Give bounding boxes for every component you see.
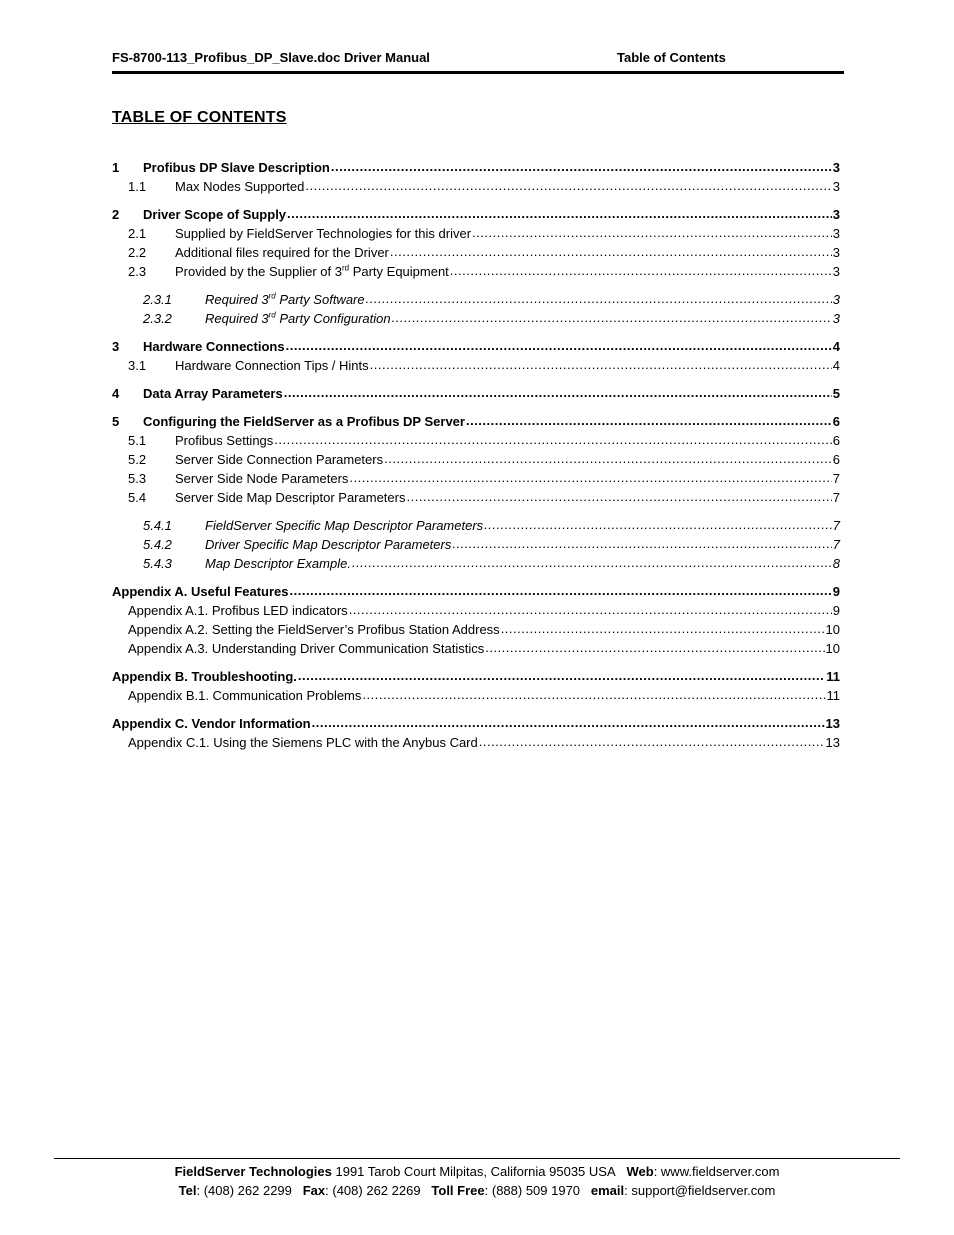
toc-leader-dots xyxy=(362,685,825,704)
toc-entry[interactable] xyxy=(112,554,840,573)
toc-entry-page: 3 xyxy=(832,226,840,241)
footer-address: 1991 Tarob Court Milpitas, California 95035 USA xyxy=(335,1164,616,1179)
toc-entry-title: Driver Specific Map Descriptor Parameters xyxy=(205,537,452,552)
toc-entry-title: Appendix A. Useful Features xyxy=(112,584,289,599)
toc-entry-title: Max Nodes Supported xyxy=(175,179,305,194)
toc-entry-title: Hardware Connections xyxy=(143,339,285,354)
toc-entry-page: 7 xyxy=(832,537,840,552)
toc-leader-dots xyxy=(450,261,832,280)
footer-fax-label: Fax xyxy=(302,1183,326,1198)
footer-company: FieldServer Technologies xyxy=(174,1164,332,1179)
toc-entry-number: 4 xyxy=(112,386,120,401)
toc-leader-dots xyxy=(287,204,832,223)
toc-entry-page: 11 xyxy=(826,688,840,703)
toc-entry[interactable] xyxy=(112,384,840,403)
toc-entry-page: 11 xyxy=(826,669,840,684)
toc-leader-dots xyxy=(452,534,831,553)
footer-email-label: email xyxy=(590,1183,625,1198)
toc-leader-dots xyxy=(366,289,832,308)
footer-web-label: Web xyxy=(626,1164,654,1179)
toc-leader-dots xyxy=(274,430,831,449)
toc-entry-page: 10 xyxy=(825,641,840,656)
toc-entry-number: 1 xyxy=(112,160,120,175)
toc-entry[interactable] xyxy=(112,309,840,328)
toc-entry-title: Profibus DP Slave Description xyxy=(143,160,330,175)
toc-entry-number: 5.4.2 xyxy=(143,537,172,552)
toc-entry-title: Additional files required for the Driver xyxy=(175,245,389,260)
toc-entry-page: 4 xyxy=(832,339,840,354)
toc-entry-number: 3.1 xyxy=(128,358,147,373)
toc-entry-number: 2.2 xyxy=(128,245,147,260)
toc-entry-number: 5.2 xyxy=(128,452,147,467)
toc-entry[interactable] xyxy=(112,516,840,535)
toc-entry-page: 13 xyxy=(825,735,840,750)
toc-leader-dots xyxy=(284,383,832,402)
toc-entry[interactable] xyxy=(112,488,840,507)
toc-entry-number: 3 xyxy=(112,339,120,354)
footer-line-2: Tel: (408) 262 2299 Fax: (408) 262 2269 Toll Free: (888) 509 1970 email: support@fieldserver.com xyxy=(178,1183,776,1198)
toc-entry[interactable] xyxy=(112,205,840,224)
toc-leader-dots xyxy=(349,600,832,619)
toc-entry[interactable] xyxy=(112,337,840,356)
toc-entry-number: 2.3.1 xyxy=(143,292,172,307)
toc-entry-page: 7 xyxy=(832,518,840,533)
toc-entry-title: Appendix C. Vendor Information xyxy=(112,716,311,731)
toc-entry-title: Data Array Parameters xyxy=(143,386,283,401)
footer-tel: (408) 262 2299 xyxy=(203,1183,292,1198)
toc-entry-page: 5 xyxy=(832,386,840,401)
toc-entry-page: 3 xyxy=(832,160,840,175)
toc-entry-page: 13 xyxy=(825,716,840,731)
toc-entry-page: 7 xyxy=(832,471,840,486)
toc-entry-title: Hardware Connection Tips / Hints xyxy=(175,358,369,373)
toc-entry[interactable] xyxy=(112,177,840,196)
toc-heading: TABLE OF CONTENTS xyxy=(112,109,287,126)
toc-entry-title: Driver Scope of Supply xyxy=(143,207,287,222)
toc-entry-number: 5.4.3 xyxy=(143,556,172,571)
toc-leader-dots xyxy=(312,713,825,732)
document-name: FS-8700-113_Profibus_DP_Slave.doc Driver Manual xyxy=(112,50,430,65)
toc-leader-dots xyxy=(370,355,832,374)
footer-web[interactable]: www.fieldserver.com xyxy=(660,1164,780,1179)
toc-entry[interactable] xyxy=(112,450,840,469)
toc-entry-page: 6 xyxy=(832,433,840,448)
toc-leader-dots xyxy=(290,581,832,600)
header-section-title: Table of Contents xyxy=(617,50,726,65)
toc-entry-title: Appendix A.1. Profibus LED indicators xyxy=(128,603,348,618)
toc-entry[interactable] xyxy=(112,412,840,431)
toc-entry[interactable] xyxy=(112,431,840,450)
toc-entry-title: Required 3rd Party Software xyxy=(205,291,365,307)
toc-entry-number: 5.3 xyxy=(128,471,147,486)
toc-entry-page: 7 xyxy=(832,490,840,505)
toc-entry[interactable] xyxy=(112,686,840,705)
toc-entry-number: 2.1 xyxy=(128,226,147,241)
footer-email[interactable]: support@fieldserver.com xyxy=(631,1183,776,1198)
toc-entry-title: Required 3rd Party Configuration xyxy=(205,310,391,326)
toc-entry[interactable] xyxy=(112,714,840,733)
toc-leader-dots xyxy=(485,638,824,657)
footer-tel-label: Tel xyxy=(178,1183,197,1198)
toc-entry-page: 3 xyxy=(832,292,840,307)
toc-entry[interactable] xyxy=(112,639,840,658)
toc-entry-title: Server Side Map Descriptor Parameters xyxy=(175,490,406,505)
toc-entry-title: Supplied by FieldServer Technologies for this driver xyxy=(175,226,472,241)
toc-leader-dots xyxy=(349,468,831,487)
page-header xyxy=(112,50,844,74)
toc-leader-dots xyxy=(331,157,832,176)
toc-entry-title: Profibus Settings xyxy=(175,433,274,448)
toc-leader-dots xyxy=(479,732,825,751)
toc-entry-page: 3 xyxy=(832,179,840,194)
footer-tollfree: (888) 509 1970 xyxy=(491,1183,581,1198)
toc-entry[interactable] xyxy=(112,535,840,554)
toc-entry[interactable] xyxy=(112,356,840,375)
toc-leader-dots xyxy=(501,619,825,638)
toc-entry-title: Configuring the FieldServer as a Profibus DP Server xyxy=(143,414,465,429)
toc-entry[interactable] xyxy=(112,243,840,262)
toc-entry[interactable] xyxy=(112,469,840,488)
toc-leader-dots xyxy=(392,308,832,327)
toc-leader-dots xyxy=(406,487,831,506)
toc-entry-number: 2.3 xyxy=(128,264,147,279)
toc-entry-page: 6 xyxy=(832,414,840,429)
toc-entry-page: 10 xyxy=(825,622,840,637)
toc-entry-title: Server Side Node Parameters xyxy=(175,471,349,486)
toc-entry-number: 5.4 xyxy=(128,490,147,505)
footer-line-1: FieldServer Technologies 1991 Tarob Court Milpitas, California 95035 USA Web: www.fieldserver.com xyxy=(174,1164,780,1179)
toc-leader-dots xyxy=(384,449,832,468)
toc-entry-number: 5.4.1 xyxy=(143,518,172,533)
toc-leader-dots xyxy=(484,515,832,534)
page-footer xyxy=(54,1162,900,1200)
toc-entry-title: Appendix A.2. Setting the FieldServer’s Profibus Station Address xyxy=(128,622,500,637)
toc-entry-number: 2 xyxy=(112,207,120,222)
toc-entry[interactable] xyxy=(112,667,840,686)
toc-entry-title: FieldServer Specific Map Descriptor Parameters xyxy=(205,518,484,533)
footer-tollfree-label: Toll Free xyxy=(431,1183,485,1198)
toc-entry-title: Appendix B. Troubleshooting. xyxy=(112,669,297,684)
toc-entry-title: Server Side Connection Parameters xyxy=(175,452,384,467)
toc-entry-page: 9 xyxy=(832,584,840,599)
toc-entry-title: Appendix C.1. Using the Siemens PLC with the Anybus Card xyxy=(128,735,478,750)
toc-entry[interactable] xyxy=(112,290,840,309)
toc-entry-number: 5.1 xyxy=(128,433,147,448)
footer-divider xyxy=(54,1158,900,1159)
toc-entry-page: 3 xyxy=(832,311,840,326)
toc-entry-page: 8 xyxy=(832,556,840,571)
toc-leader-dots xyxy=(305,176,831,195)
toc-entry-title: Map Descriptor Example. xyxy=(205,556,351,571)
toc-entry-page: 4 xyxy=(832,358,840,373)
toc-entry-title: Provided by the Supplier of 3rd Party Equipment xyxy=(175,263,449,279)
toc-leader-dots xyxy=(286,336,832,355)
toc-entry-page: 3 xyxy=(832,245,840,260)
toc-leader-dots xyxy=(390,242,832,261)
toc-entry[interactable] xyxy=(112,582,840,601)
toc-leader-dots xyxy=(352,553,832,572)
toc-entry[interactable] xyxy=(112,601,840,620)
toc-entry-number: 2.3.2 xyxy=(143,311,172,326)
toc-entry-page: 9 xyxy=(832,603,840,618)
table-of-contents xyxy=(112,158,840,752)
toc-entry[interactable] xyxy=(112,262,840,281)
toc-leader-dots xyxy=(298,666,825,685)
toc-leader-dots xyxy=(466,411,832,430)
toc-entry-page: 3 xyxy=(832,207,840,222)
toc-entry-title: Appendix B.1. Communication Problems xyxy=(128,688,362,703)
toc-entry[interactable] xyxy=(112,620,840,639)
toc-leader-dots xyxy=(472,223,832,242)
toc-entry[interactable] xyxy=(112,224,840,243)
toc-entry-page: 3 xyxy=(832,264,840,279)
toc-entry-number: 5 xyxy=(112,414,120,429)
footer-fax: (408) 262 2269 xyxy=(332,1183,421,1198)
toc-entry-page: 6 xyxy=(832,452,840,467)
toc-entry[interactable] xyxy=(112,733,840,752)
toc-entry[interactable] xyxy=(112,158,840,177)
toc-entry-number: 1.1 xyxy=(128,179,147,194)
toc-entry-title: Appendix A.3. Understanding Driver Communication Statistics xyxy=(128,641,485,656)
